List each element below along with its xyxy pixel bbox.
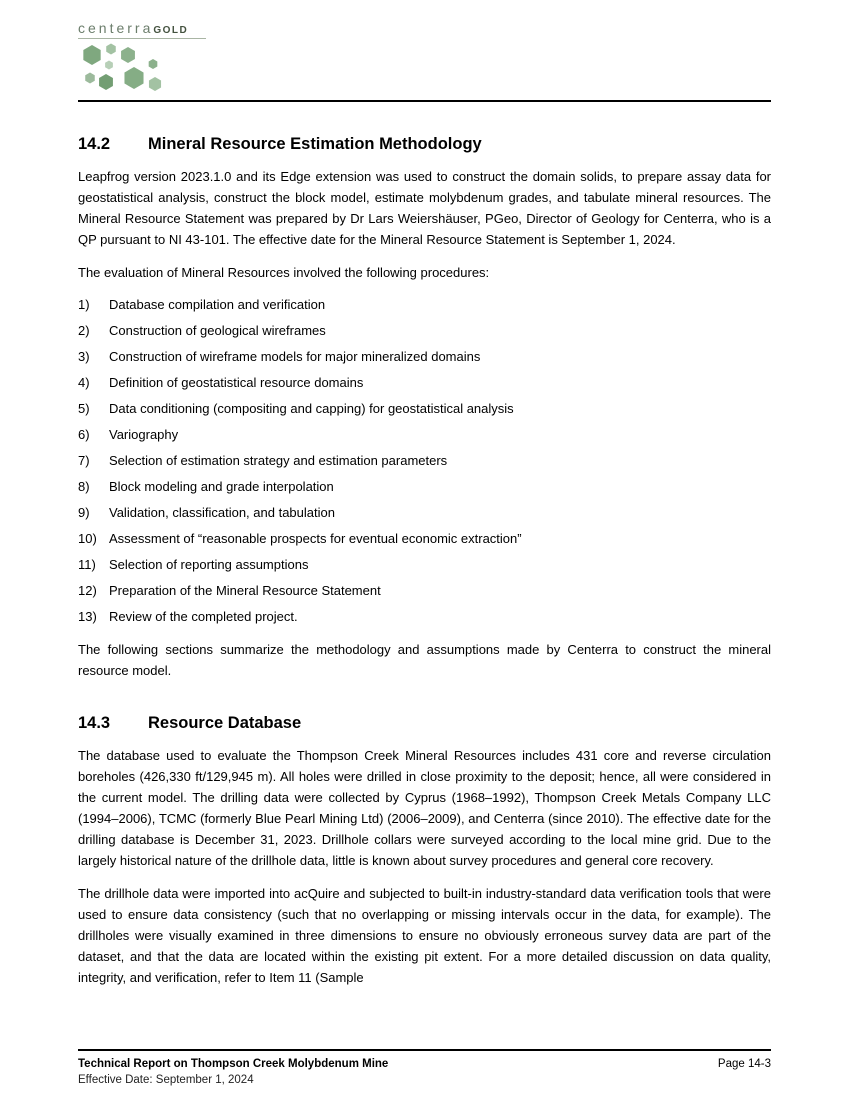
procedure-item xyxy=(78,295,771,315)
procedure-text: Database compilation and verification xyxy=(109,297,326,312)
procedure-text: Assessment of “reasonable prospects for eventual economic extraction” xyxy=(109,531,522,546)
procedure-number: 11) xyxy=(78,557,96,572)
paragraph-database-2: The drillhole data were imported into acQuire and subjected to built-in industry-standard data verification tools that were used to ensure data consistency (such that no overlapping or missing intervals occur in the data, for example). The drillholes were visually examined in three dimensions to ensure no obviously erroneous survey data are part of the dataset, and that the data are located within the existing pit extent. For a more detailed discussion on data quality, integrity, and verification, refer to Item 11 (Sample xyxy=(78,886,771,985)
procedure-number: 1) xyxy=(78,297,90,312)
section-title: Mineral Resource Estimation Methodology xyxy=(148,135,482,153)
procedure-item xyxy=(78,555,771,575)
centerra-gold-logo xyxy=(78,20,228,94)
section-number: 14.2 xyxy=(78,135,111,153)
procedure-number: 4) xyxy=(78,375,90,390)
procedure-item xyxy=(78,347,771,367)
procedure-number: 13) xyxy=(78,609,97,624)
section-title: Resource Database xyxy=(148,714,302,732)
procedure-number: 10) xyxy=(78,531,97,546)
section-number: 14.3 xyxy=(78,714,111,732)
procedure-item xyxy=(78,399,771,419)
procedure-item xyxy=(78,529,771,549)
procedure-text: Selection of reporting assumptions xyxy=(109,557,309,572)
logo-gold-text: GOLD xyxy=(153,25,189,36)
footer-rule xyxy=(78,1049,771,1051)
procedure-text: Construction of geological wireframes xyxy=(109,323,326,338)
procedure-item xyxy=(78,607,771,627)
document-body xyxy=(78,134,771,988)
procedures-list xyxy=(78,295,771,627)
page-footer xyxy=(78,1049,771,1088)
procedure-number: 12) xyxy=(78,583,97,598)
paragraph-methodology-intro: Leapfrog version 2023.1.0 and its Edge extension was used to construct the domain solids, to prepare assay data for geostatistical analysis, construct the block model, estimate molybdenum grades, and tabulate mineral resources. The Mineral Resource Statement was prepared by Dr Lars Weiershäuser, PGeo, Director of Geology for Centerra, who is a QP pursuant to NI 43-101. The effective date for the Mineral Resource Statement is September 1, 2024. xyxy=(78,169,771,247)
hexagon-cluster-icon xyxy=(78,42,190,94)
procedure-item xyxy=(78,425,771,445)
procedure-item xyxy=(78,451,771,471)
procedure-text: Review of the completed project. xyxy=(109,609,298,624)
logo-divider xyxy=(78,38,206,39)
logo-brand-text: centerra xyxy=(78,20,154,36)
procedure-text: Block modeling and grade interpolation xyxy=(109,479,334,494)
procedure-item xyxy=(78,581,771,601)
procedure-item xyxy=(78,477,771,497)
procedure-item xyxy=(78,321,771,341)
paragraph-methodology-closing: The following sections summarize the methodology and assumptions made by Centerra to construct the mineral resource model. xyxy=(78,642,771,678)
footer-page-number: Page 14-3 xyxy=(717,1058,771,1070)
procedure-number: 7) xyxy=(78,453,90,468)
paragraph-procedures-lead: The evaluation of Mineral Resources involved the following procedures: xyxy=(78,265,490,280)
procedure-text: Selection of estimation strategy and estimation parameters xyxy=(109,453,448,468)
procedure-number: 6) xyxy=(78,427,90,442)
procedure-number: 9) xyxy=(78,505,90,520)
footer-effective-date: Effective Date: September 1, 2024 xyxy=(78,1074,254,1086)
procedure-text: Definition of geostatistical resource domains xyxy=(109,375,364,390)
procedure-number: 5) xyxy=(78,401,90,416)
header-rule xyxy=(78,100,771,102)
procedure-text: Data conditioning (compositing and capping) for geostatistical analysis xyxy=(109,401,514,416)
paragraph-database-1: The database used to evaluate the Thompson Creek Mineral Resources includes 431 core and reverse circulation boreholes (426,330 ft/129,945 m). All holes were drilled in close proximity to the deposit; hence, all were considered in the current model. The drilling data were collected by Cyprus (1968–1992), Thompson Creek Metals Company LLC (1994–2006), TCMC (formerly Blue Pearl Mining Ltd) (2006–2009), and Centerra (since 2010). The effective date for the drilling database is December 31, 2023. Drillhole collars were surveyed according to the local mine grid. Due to the largely historical nature of the drillhole data, little is known about survey procedures and general core recovery. xyxy=(78,748,771,868)
section-heading-14-2 xyxy=(78,134,771,154)
procedure-number: 3) xyxy=(78,349,90,364)
procedure-item xyxy=(78,503,771,523)
page-header xyxy=(78,20,771,102)
procedure-text: Variography xyxy=(109,427,179,442)
procedure-text: Preparation of the Mineral Resource Statement xyxy=(109,583,381,598)
logo-wordmark xyxy=(78,20,228,36)
procedure-text: Validation, classification, and tabulation xyxy=(109,505,335,520)
procedure-text: Construction of wireframe models for major mineralized domains xyxy=(109,349,481,364)
procedure-number: 8) xyxy=(78,479,90,494)
procedure-item xyxy=(78,373,771,393)
procedure-number: 2) xyxy=(78,323,90,338)
footer-left xyxy=(78,1056,388,1088)
section-heading-14-3 xyxy=(78,713,771,733)
footer-report-title: Technical Report on Thompson Creek Molybdenum Mine xyxy=(78,1058,389,1070)
